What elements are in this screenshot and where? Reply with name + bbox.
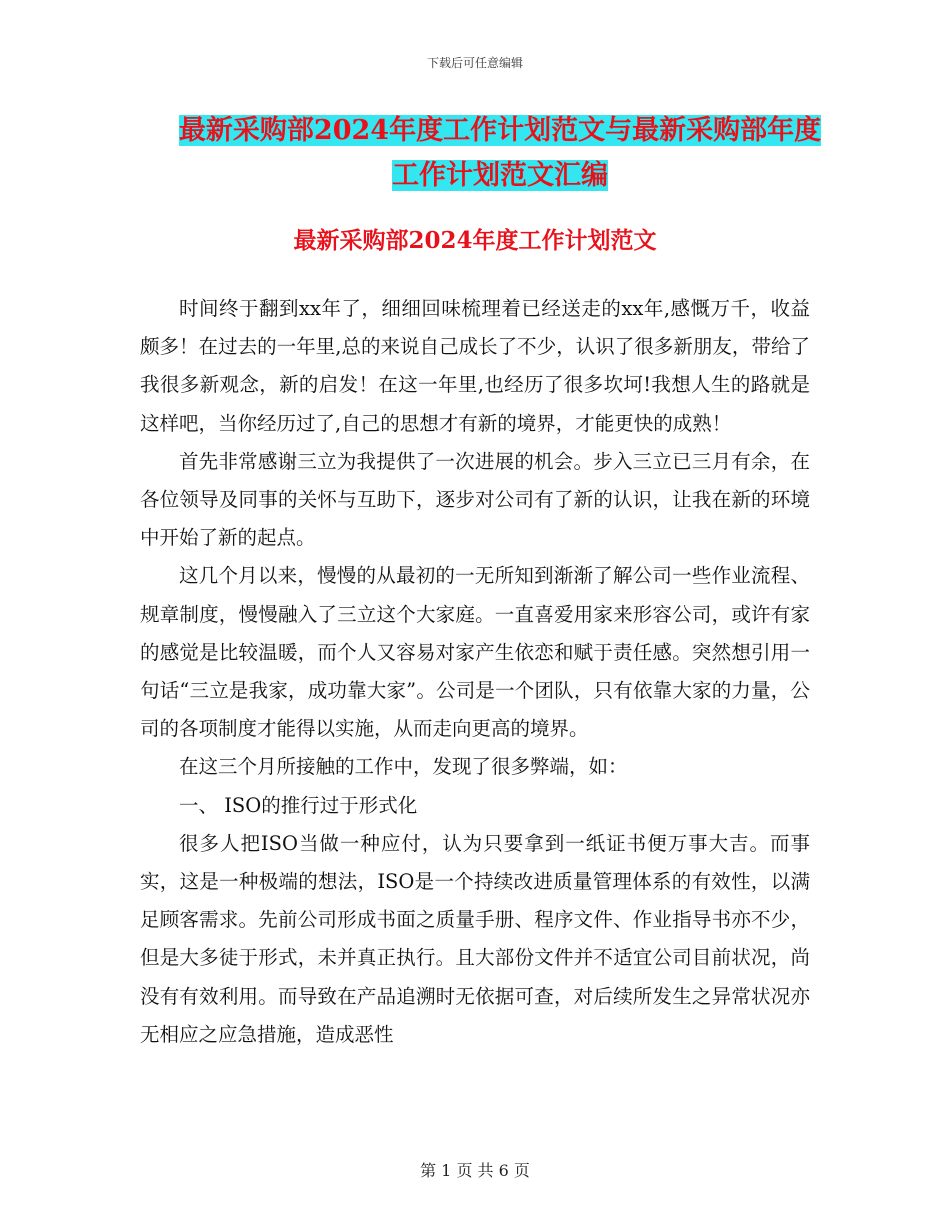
main-title-line-2: 工作计划范文汇编 xyxy=(392,160,608,191)
header-note: 下载后可任意编辑 xyxy=(426,56,523,70)
page-number-footer: 第 1 页 共 6 页 xyxy=(420,1161,530,1180)
document-body xyxy=(140,290,810,1054)
paragraph: 首先非常感谢三立为我提供了一次进展的机会。步入三立已三月有余，在各位领导及同事的关怀与互助下，逐步对公司有了新的认识，让我在新的环境中开始了新的起点。 xyxy=(140,449,810,550)
paragraph: 这几个月以来，慢慢的从最初的一无所知到渐渐了解公司一些作业流程、规章制度，慢慢融入了三立这个大家庭。一直喜爱用家来形容公司，或许有家的感觉是比较温暖，而个人又容易对家产生依恋和赋于责任感。突然想引用一句话“三立是我家，成功靠大家”。公司是一个团队，只有依靠大家的力量，公司的各项制度才能得以实施，从而走向更高的境界。 xyxy=(140,564,810,741)
main-title-line-1: 最新采购部2024年度工作计划范文与最新采购部年度 xyxy=(178,115,822,146)
paragraph: 时间终于翻到xx年了，细细回味梳理着已经送走的xx年,感慨万千，收益颇多！在过去的一年里,总的来说自己成长了不少，认识了很多新朋友，带给了我很多新观念，新的启发！在这一年里,也经历了很多坎坷!我想人生的路就是这样吧，当你经历过了,自己的思想才有新的境界，才能更快的成熟！ xyxy=(140,297,810,435)
section-title: 最新采购部2024年度工作计划范文 xyxy=(293,227,657,254)
list-heading: 一、 ISO的推行过于形式化 xyxy=(179,793,418,817)
paragraph: 在这三个月所接触的工作中，发现了很多弊端，如： xyxy=(179,755,628,779)
main-title xyxy=(95,108,905,198)
paragraph: 很多人把ISO当做一种应付，认为只要拿到一纸证书便万事大吉。而事实，这是一种极端的想法，ISO是一个持续改进质量管理体系的有效性，以满足顾客需求。先前公司形成书面之质量手册、程序文件、作业指导书亦不少，但是大多徒于形式，未并真正执行。且大部份文件并不适宜公司目前状况，尚没有有效利用。而导致在产品追溯时无依据可查，对后续所发生之异常状况亦无相应之应急措施，造成恶性 xyxy=(140,831,810,1046)
